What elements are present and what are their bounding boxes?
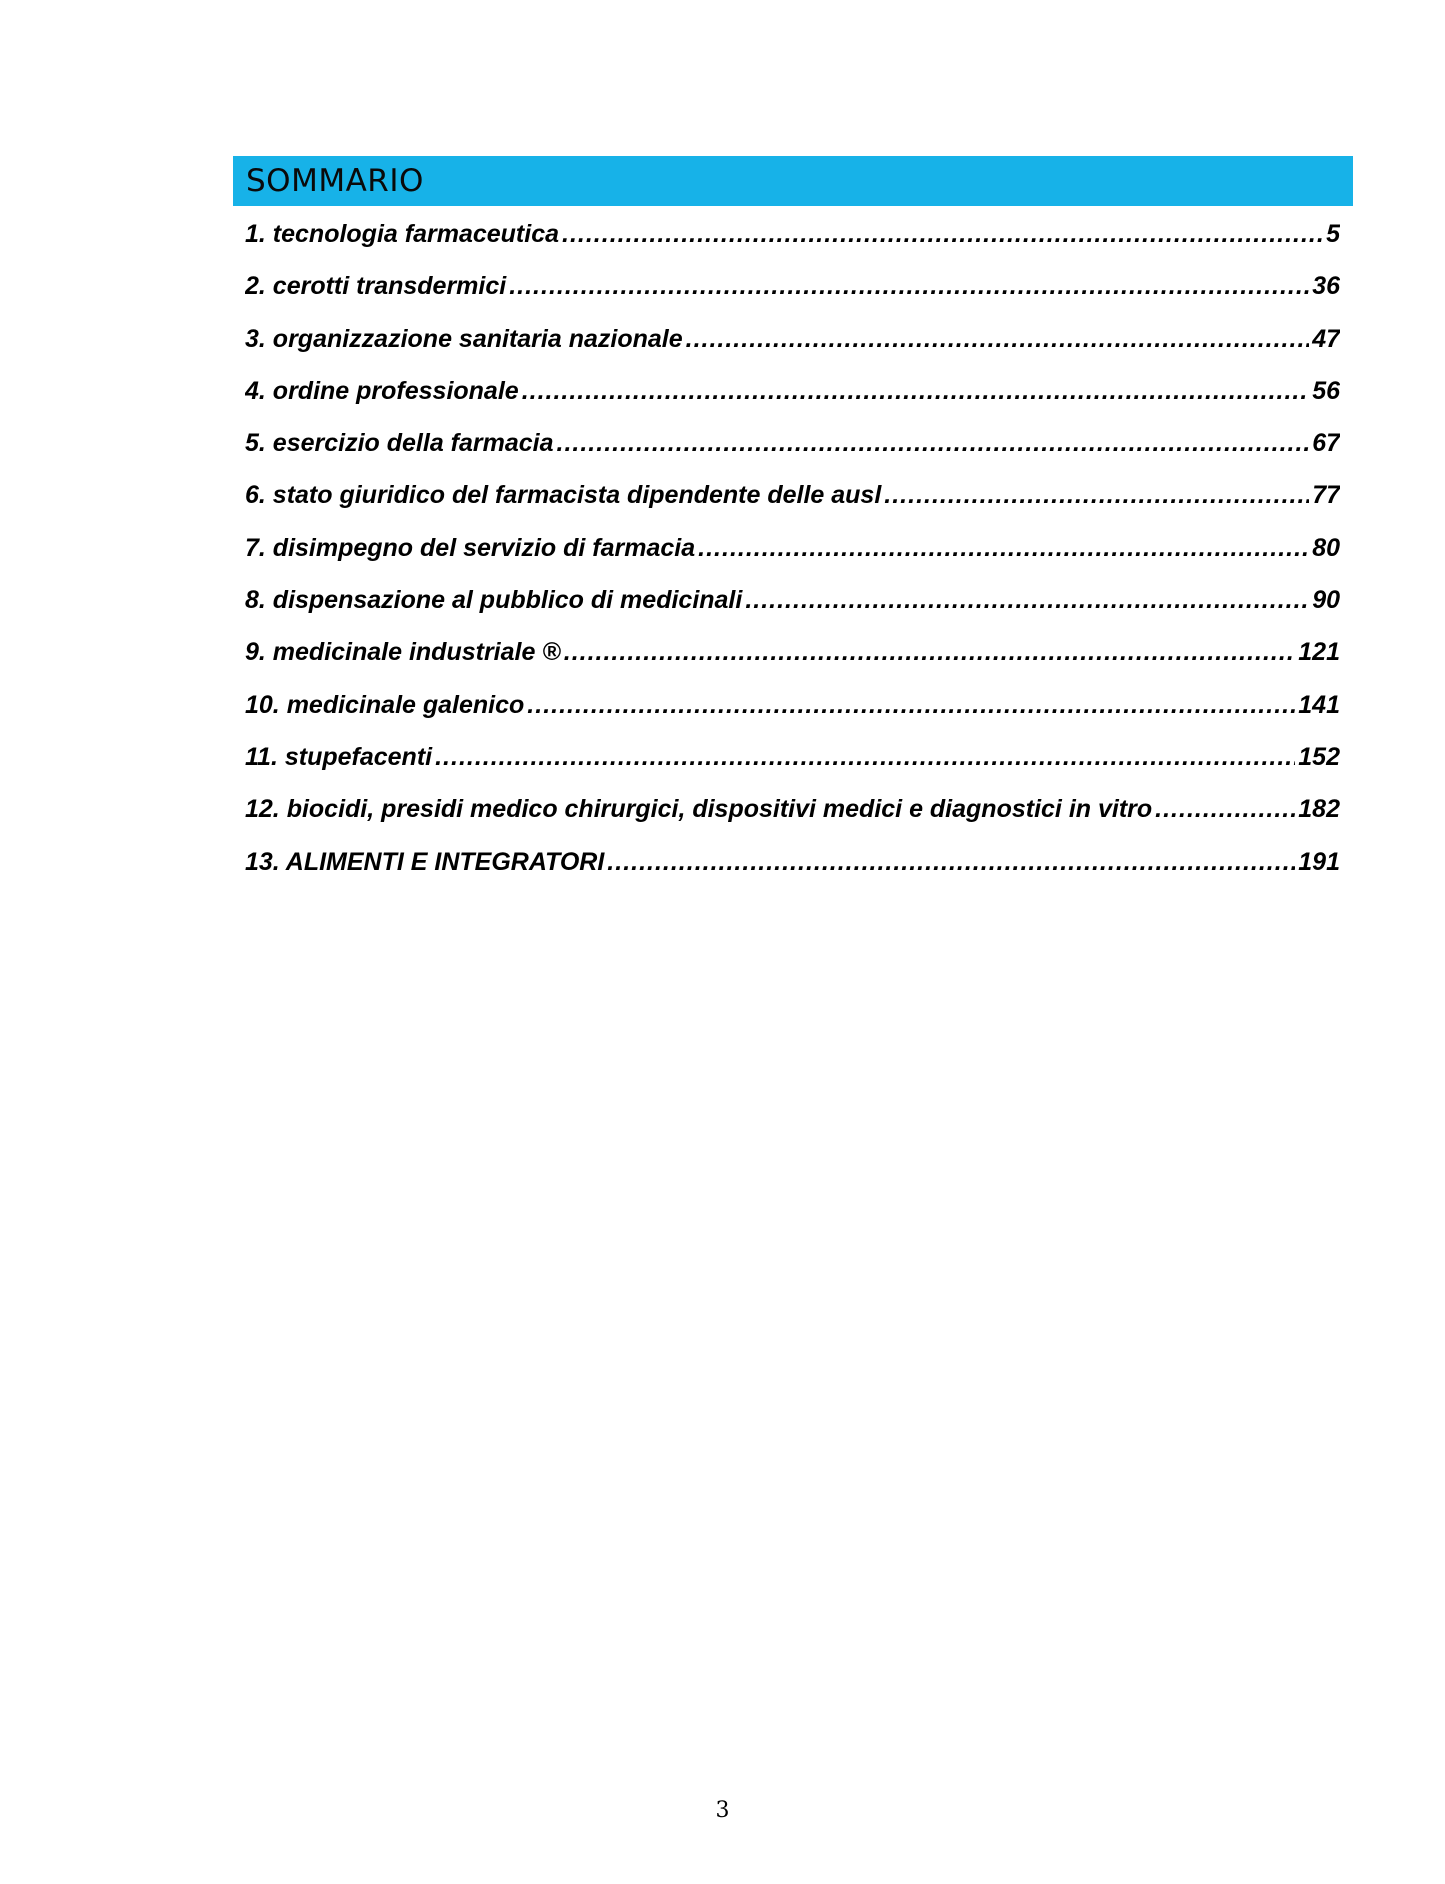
toc-entry-page: 182	[1298, 795, 1340, 824]
toc-entry-page: 36	[1312, 272, 1340, 301]
toc-entry[interactable]	[245, 733, 1340, 785]
toc-dot-leader	[564, 638, 1296, 667]
toc-entry-label: 7. disimpegno del servizio di farmacia	[245, 533, 696, 562]
toc-entry-label: 10. medicinale galenico	[245, 690, 525, 719]
toc-dot-leader	[557, 429, 1310, 458]
toc-dot-leader	[1155, 795, 1295, 824]
toc-entry[interactable]	[245, 681, 1340, 733]
toc-dot-leader	[698, 534, 1309, 563]
toc-dot-leader	[527, 691, 1295, 720]
toc-entry[interactable]	[245, 838, 1340, 890]
toc-entry-label: 12. biocidi, presidi medico chirurgici, dispositivi medici e diagnostici in vitro	[245, 795, 1153, 824]
toc-dot-leader	[562, 220, 1323, 249]
toc-entry-page: 56	[1312, 376, 1340, 405]
toc-entry-label: 2. cerotti transdermici	[245, 272, 507, 301]
toc-entry-page: 77	[1312, 481, 1340, 510]
toc-entry[interactable]	[245, 524, 1340, 576]
page-number: 3	[715, 1798, 730, 1823]
toc-entry-page: 67	[1312, 429, 1340, 458]
toc-dot-leader	[745, 586, 1309, 615]
toc-entry-page: 5	[1326, 220, 1340, 248]
toc-list	[245, 210, 1340, 890]
toc-entry[interactable]	[245, 576, 1340, 628]
toc-entry-page: 121	[1298, 638, 1340, 667]
toc-entry-page: 141	[1298, 690, 1340, 719]
toc-entry-label: 11. stupefacenti	[245, 742, 433, 771]
toc-entry-page: 47	[1312, 324, 1340, 353]
toc-entry-label: 4. ordine professionale	[245, 376, 519, 405]
toc-entry-label: 13. ALIMENTI E INTEGRATORI	[245, 847, 605, 876]
toc-dot-leader	[884, 481, 1309, 510]
toc-entry-label: 8. dispensazione al pubblico di medicinali	[245, 586, 743, 615]
toc-entry-label: 5. esercizio della farmacia	[245, 429, 554, 458]
toc-entry-label: 3. organizzazione sanitaria nazionale	[245, 324, 683, 353]
toc-entry-label: 1. tecnologia farmaceutica	[245, 220, 560, 248]
toc-entry[interactable]	[245, 210, 1340, 262]
toc-header-band	[233, 156, 1353, 206]
toc-title: SOMMARIO	[246, 163, 424, 199]
toc-entry-page: 152	[1298, 742, 1340, 771]
toc-dot-leader	[435, 743, 1295, 772]
toc-dot-leader	[522, 377, 1310, 406]
toc-dot-leader	[509, 272, 1309, 301]
toc-entry-label: 9. medicinale industriale ®	[245, 638, 561, 667]
toc-entry[interactable]	[245, 628, 1340, 680]
toc-entry[interactable]	[245, 367, 1340, 419]
toc-entry-label: 6. stato giuridico del farmacista dipendente delle ausl	[245, 481, 882, 510]
toc-entry[interactable]	[245, 471, 1340, 523]
toc-entry[interactable]	[245, 262, 1340, 314]
toc-dot-leader	[607, 848, 1295, 877]
toc-entry-page: 191	[1298, 847, 1340, 876]
toc-entry[interactable]	[245, 315, 1340, 367]
toc-entry-page: 80	[1312, 533, 1340, 562]
toc-entry[interactable]	[245, 419, 1340, 471]
toc-entry-page: 90	[1312, 586, 1340, 615]
toc-dot-leader	[686, 325, 1310, 354]
toc-entry[interactable]	[245, 785, 1340, 837]
